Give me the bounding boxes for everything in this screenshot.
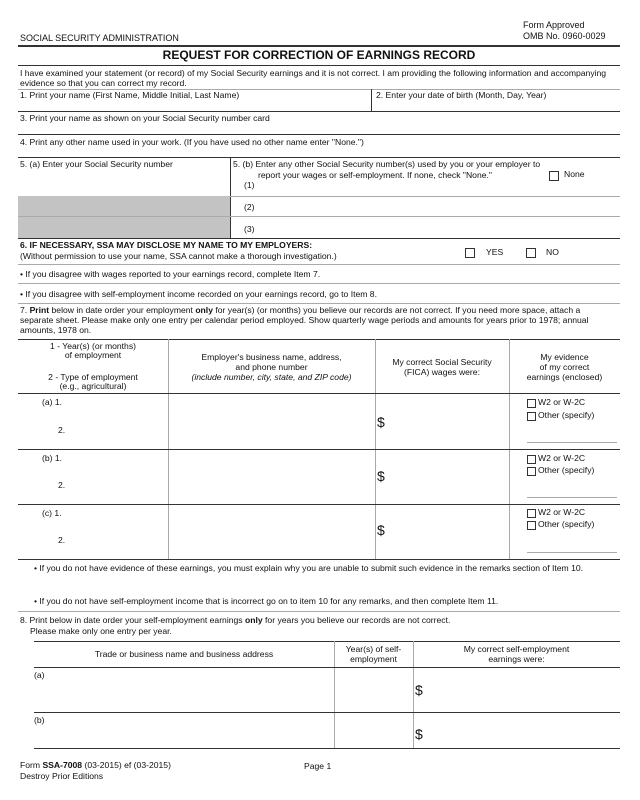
row-b-other-checkbox[interactable] (527, 467, 536, 476)
self-employment-note: • If you do not have self-employment income that is incorrect go on to item 10 for any remarks, and then complete Item 11. (34, 596, 499, 606)
page-number: Page 1 (304, 761, 332, 771)
item-6-title: 6. IF NECESSARY, SSA MAY DISCLOSE MY NAME TO MY EMPLOYERS: (20, 240, 313, 250)
wages-instruction: • If you disagree with wages reported to your earnings record, complete Item 7. (20, 269, 321, 279)
col-type-header-2: (e.g., agricultural) (59, 381, 127, 391)
other-name-field[interactable] (20, 148, 616, 156)
row-c-dollar: $ (377, 522, 385, 538)
row-a-w2-label: W2 or W-2C (538, 397, 586, 407)
row-c-other-checkbox[interactable] (527, 521, 536, 530)
intro-text: I have examined your statement (or record) of my Social Security earnings and it is not correct. I am providing the following information and accompanying evidence so that you can correct my record. (20, 68, 607, 88)
self-row-b-label: (b) (34, 715, 45, 725)
row-a-other-checkbox[interactable] (527, 412, 536, 421)
item-7-instructions: 7. Print below in date order your employment only for year(s) (or months) you believe our records are not correct. If you need more space, attach a separate sheet. Please make only one entry per calendar period employed. Show quarterly wage periods and amounts for years prior to 1978; annual amounts, 1978 on. (20, 305, 589, 335)
row-a-other-label: Other (specify) (538, 410, 595, 420)
none-checkbox-label: None (564, 169, 585, 179)
agency-name: SOCIAL SECURITY ADMINISTRATION (20, 33, 179, 43)
col-business-header: Trade or business name and business address (94, 649, 274, 659)
self-row-a-label: (a) (34, 670, 45, 680)
name-field[interactable] (20, 101, 368, 111)
row-c-line1: (c) 1. (42, 508, 62, 518)
item-5a-label: 5. (a) Enter your Social Security number (20, 159, 173, 169)
item-1-label: 1. Print your name (First Name, Middle Initial, Last Name) (20, 90, 240, 100)
row-c-other-label: Other (specify) (538, 519, 595, 529)
col-evidence-header-2: of my correct (539, 362, 590, 372)
evidence-note: • If you do not have evidence of these earnings, you must explain why you are unable to submit such evidence in the remarks section of Item 10. (34, 563, 584, 573)
item-5b-label-line2: report your wages or self-employment. If none, check "None." (258, 170, 492, 180)
row-a-line2: 2. (58, 425, 66, 435)
item-8-instructions-line2: Please make only one entry per year. (30, 626, 172, 636)
row-b-line2: 2. (58, 480, 66, 490)
col-employer-header-1: Employer's business name, address, (201, 352, 342, 362)
ssn-entry-1-label: (1) (244, 180, 255, 190)
destroy-prior-editions: Destroy Prior Editions (20, 771, 104, 781)
col-employer-header-3: (include number, city, state, and ZIP code) (191, 372, 352, 382)
form-approved-label: Form Approved (523, 20, 585, 30)
col-years-header-1: 1 - Year(s) (or months) (50, 341, 136, 351)
row-a-dollar: $ (377, 414, 385, 430)
other-ssn-3-field[interactable] (260, 220, 616, 236)
col-years-self-header-2: employment (350, 654, 397, 664)
name-on-card-field[interactable] (20, 124, 616, 133)
col-type-header-1: 2 - Type of employment (48, 372, 138, 382)
row-b-line1: (b) 1. (42, 453, 63, 463)
page-title: REQUEST FOR CORRECTION OF EARNINGS RECORD (162, 48, 476, 62)
col-wages-header-2: (FICA) wages were: (404, 367, 480, 377)
no-label: NO (546, 247, 559, 257)
col-years-self-header-1: Year(s) of self- (345, 644, 402, 654)
row-a-line1: (a) 1. (42, 397, 63, 407)
none-checkbox[interactable] (549, 171, 559, 181)
item-3-label: 3. Print your name as shown on your Social Security number card (20, 113, 270, 123)
yes-checkbox[interactable] (465, 248, 475, 258)
other-ssn-2-field[interactable] (260, 199, 616, 213)
item-6-subtitle: (Without permission to use your name, SSA cannot make a thorough investigation.) (20, 251, 337, 261)
item-4-label: 4. Print any other name used in your work. (If you have used no other name enter "None.") (20, 137, 364, 147)
omb-number: OMB No. 0960-0029 (523, 31, 606, 41)
self-employment-instruction: • If you disagree with self-employment income recorded on your earnings record, go to Item 8. (20, 289, 377, 299)
col-evidence-header-1: My evidence (540, 352, 589, 362)
ssn-field[interactable] (20, 171, 228, 195)
date-of-birth-field[interactable] (374, 101, 618, 111)
col-employer-header-2: and phone number (235, 362, 308, 372)
self-row-a-dollar: $ (415, 682, 423, 698)
form-number: Form SSA-7008 (03-2015) ef (03-2015) (20, 760, 171, 770)
col-years-header-2: of employment (64, 350, 122, 360)
col-self-earnings-header-2: earnings were: (488, 654, 545, 664)
item-5b-label-line1: 5. (b) Enter any other Social Security number(s) used by you or your employer to (233, 159, 541, 169)
yes-label: YES (486, 247, 504, 257)
col-wages-header-1: My correct Social Security (392, 357, 492, 367)
other-ssn-1-field[interactable] (260, 181, 616, 193)
item-2-label: 2. Enter your date of birth (Month, Day, Year) (376, 90, 547, 100)
row-a-w2-checkbox[interactable] (527, 399, 536, 408)
row-c-line2: 2. (58, 535, 66, 545)
row-b-other-label: Other (specify) (538, 465, 595, 475)
no-checkbox[interactable] (526, 248, 536, 258)
row-b-w2-checkbox[interactable] (527, 455, 536, 464)
col-self-earnings-header-1: My correct self-employment (463, 644, 570, 654)
row-b-dollar: $ (377, 468, 385, 484)
ssn-entry-3-label: (3) (244, 224, 255, 234)
item-8-instructions: 8. Print below in date order your self-employment earnings only for years you believe our records are not correct. (20, 615, 451, 625)
row-b-w2-label: W2 or W-2C (538, 453, 586, 463)
shaded-block-1 (18, 196, 230, 216)
col-evidence-header-3: earnings (enclosed) (526, 372, 603, 382)
row-c-w2-label: W2 or W-2C (538, 507, 586, 517)
self-row-b-dollar: $ (415, 726, 423, 742)
ssn-entry-2-label: (2) (244, 202, 255, 212)
row-c-w2-checkbox[interactable] (527, 509, 536, 518)
shaded-block-2 (18, 217, 230, 238)
